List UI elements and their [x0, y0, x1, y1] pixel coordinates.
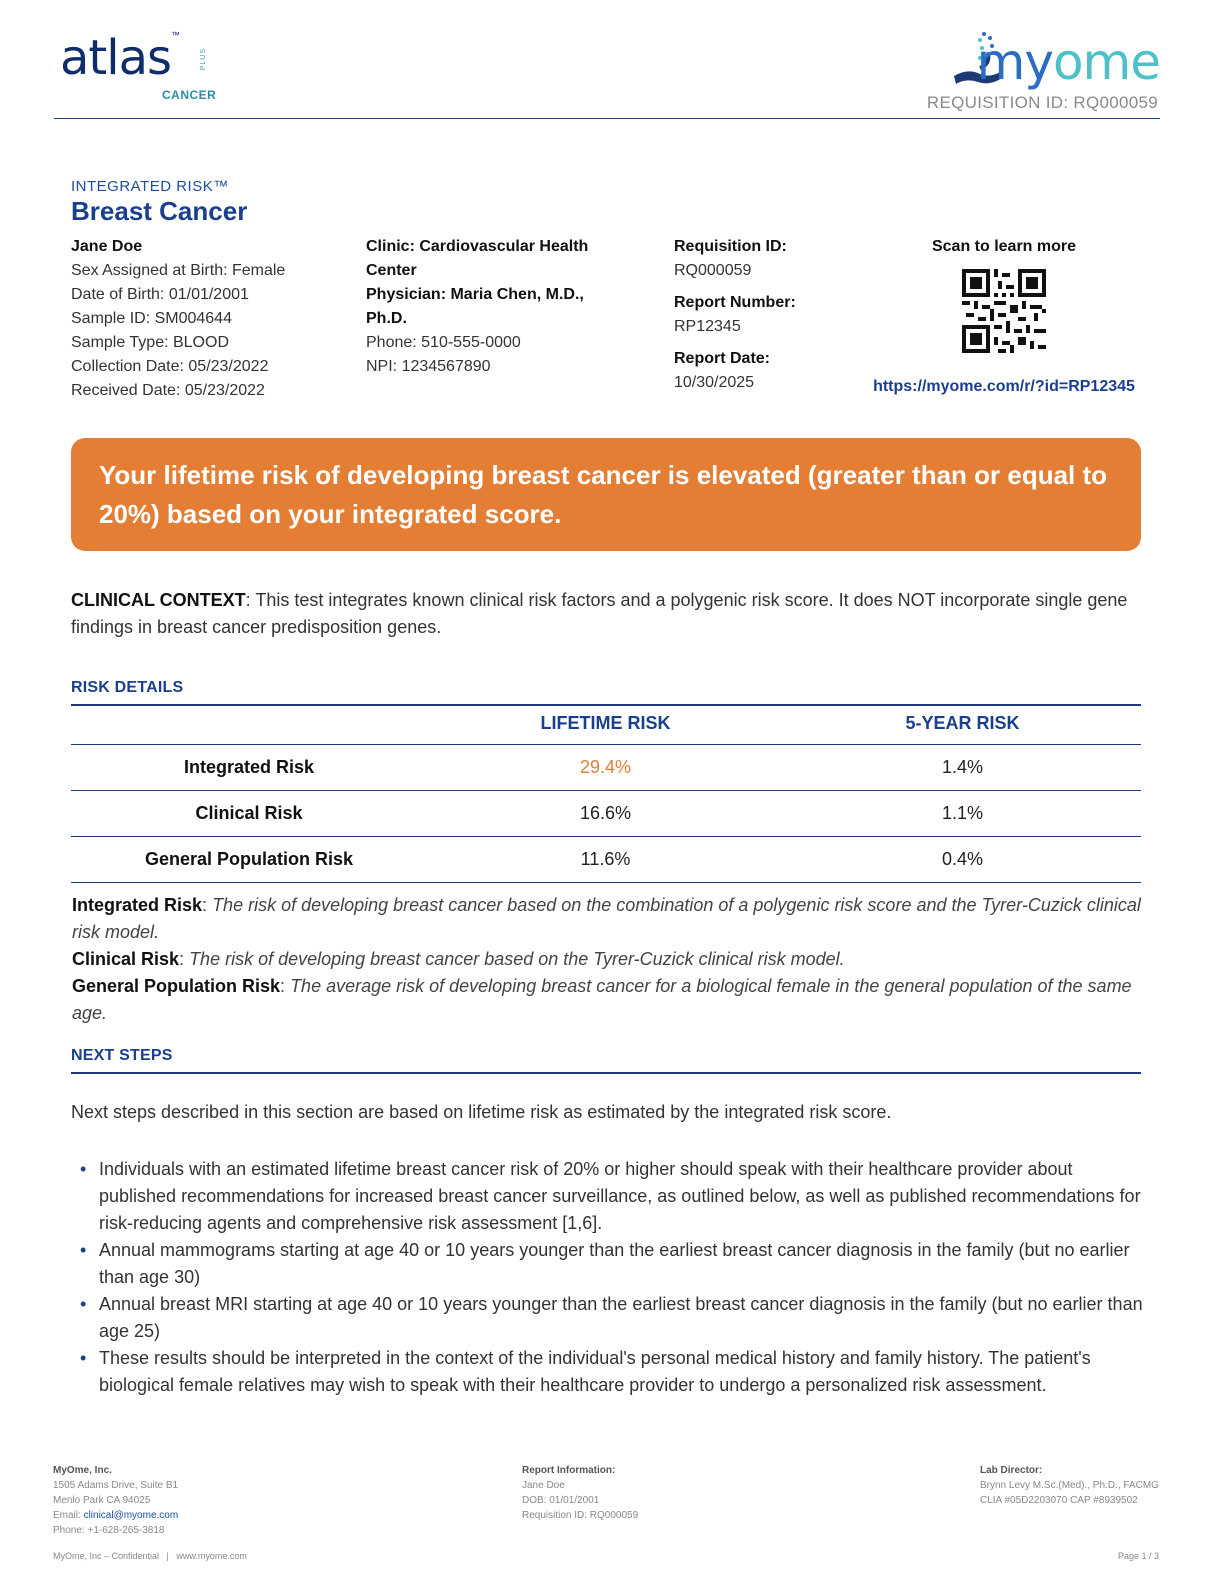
risk-details-heading: RISK DETAILS: [71, 679, 184, 696]
sample-type: Sample Type: BLOOD: [71, 334, 229, 351]
report-title: Breast Cancer: [71, 196, 248, 226]
risk-col-name: [71, 704, 427, 744]
header-requisition-id: REQUISITION ID: RQ000059: [926, 93, 1158, 112]
next-steps-rule: [71, 1072, 1141, 1074]
definition-text: The risk of developing breast cancer based on the combination of a polygenic risk score and the Tyrer-Cuzick clinical risk model.: [72, 895, 1141, 942]
definition-text: The average risk of developing breast cancer for a biological female in the general population of the same age.: [72, 976, 1132, 1023]
received-date: Received Date: 05/23/2022: [71, 382, 265, 399]
list-item: • These results should be interpreted in the context of the individual's personal medical history and family history. The patient's biological female relatives may wish to speak with their healthcare provider to undergo a personalized risk assessment.: [78, 1345, 1144, 1399]
qr-report-link[interactable]: https://myome.com/r/?id=RP12345: [873, 378, 1135, 395]
footer-patient-name: Jane Doe: [522, 1480, 565, 1491]
clinical-context: [71, 587, 1141, 641]
footer-confidential: MyOme, Inc – Confidential | www.myome.com: [53, 1551, 247, 1561]
myome-word-my: my: [976, 33, 1053, 91]
list-item: • Individuals with an estimated lifetime breast cancer risk of 20% or higher should speak with their healthcare provider about published recommendations for increased breast cancer surveillance, as outlined below, as well as published recommendations for risk-reducing agents and comprehensive risk assessment [1,6].: [78, 1156, 1144, 1237]
physician-name: Physician: Maria Chen, M.D., Ph.D.: [366, 286, 584, 327]
definition-item: Integrated Risk: The risk of developing breast cancer based on the combination of a polygenic risk score and the Tyrer-Cuzick clinical risk model.: [72, 895, 1141, 942]
risk-col-5yr: 5-YEAR RISK: [784, 704, 1141, 744]
risk-table-header: [71, 704, 1141, 744]
row-name: General Population Risk: [71, 836, 427, 882]
report-date-value: 10/30/2025: [674, 374, 755, 391]
next-steps-intro: Next steps described in this section are based on lifetime risk as estimated by the integrated risk score.: [71, 1102, 892, 1122]
footer-address-2: Menlo Park CA 94025: [53, 1495, 151, 1506]
definition-item: General Population Risk: The average risk of developing breast cancer for a biological female in the general population of the same age.: [72, 976, 1132, 1023]
footer-requisition: Requisition ID: RQ000059: [522, 1510, 639, 1521]
requisition-value: RQ000059: [674, 262, 752, 279]
clinic-name: Clinic: Cardiovascular Health Center: [366, 238, 589, 279]
qr-code-icon[interactable]: [962, 269, 1046, 353]
footer-company-name: MyOme, Inc.: [53, 1465, 112, 1476]
footer-lab-director: [980, 1463, 1159, 1508]
atlas-cancer-logo: [60, 30, 220, 106]
clinic-phone: Phone: 510-555-0000: [366, 334, 521, 351]
definition-term: Integrated Risk: [72, 895, 203, 915]
patient-name: Jane Doe: [71, 238, 143, 255]
report-date-label: Report Date:: [674, 350, 771, 367]
row-5yr: 1.4%: [784, 744, 1141, 790]
definition-term: Clinical Risk: [72, 949, 180, 969]
footer-address-1: 1505 Adams Drive, Suite B1: [53, 1480, 179, 1491]
footer-director-label: Lab Director:: [980, 1465, 1043, 1476]
clinical-context-label: CLINICAL CONTEXT: [71, 590, 246, 610]
row-5yr: 0.4%: [784, 836, 1141, 882]
footer-email-label: Email:: [53, 1510, 84, 1521]
risk-result-banner: Your lifetime risk of developing breast cancer is elevated (greater than or equal to 20%) based on your integrated score.: [71, 438, 1141, 551]
atlas-trademark: ™: [171, 30, 180, 40]
row-lifetime: 11.6%: [427, 836, 784, 882]
myome-wordmark: [977, 32, 1160, 92]
report-number-value: RP12345: [674, 318, 741, 335]
footer-report-info: [522, 1463, 638, 1523]
collection-date: Collection Date: 05/23/2022: [71, 358, 269, 375]
definition-term: General Population Risk: [72, 976, 281, 996]
row-name: Clinical Risk: [71, 790, 427, 836]
footer-director-name: Brynn Levy M.Sc.(Med)., Ph.D., FACMG: [980, 1480, 1159, 1491]
report-kicker: INTEGRATED RISK™: [71, 178, 229, 195]
atlas-cancer-label: CANCER: [162, 88, 217, 102]
patient-dob: Date of Birth: 01/01/2001: [71, 286, 249, 303]
risk-col-lifetime: LIFETIME RISK: [427, 704, 784, 744]
footer-report-info-label: Report Information:: [522, 1465, 616, 1476]
qr-block: [866, 235, 1142, 399]
table-row: [71, 744, 1141, 790]
patient-info: [71, 235, 351, 403]
footer-phone: Phone: +1-628-265-3818: [53, 1525, 165, 1536]
atlas-logo-wordmark: atlas: [60, 30, 171, 86]
row-lifetime: 16.6%: [427, 790, 784, 836]
risk-table: [71, 704, 1141, 883]
next-steps-list: [78, 1156, 1144, 1399]
footer-clia: CLIA #05D2203070 CAP #8939502: [980, 1495, 1138, 1506]
list-item: • Annual breast MRI starting at age 40 or 10 years younger than the earliest breast cancer diagnosis in the family (but no earlier than age 25): [78, 1291, 1144, 1345]
page-number: Page 1 / 3: [1117, 1551, 1159, 1561]
risk-definitions: [72, 892, 1144, 1027]
table-row: [71, 836, 1141, 882]
list-item: • Annual mammograms starting at age 40 or 10 years younger than the earliest breast cancer diagnosis in the family (but no earlier than age 30): [78, 1237, 1144, 1291]
clinic-npi: NPI: 1234567890: [366, 358, 491, 375]
clinic-info: [366, 235, 626, 379]
definition-item: Clinical Risk: The risk of developing breast cancer based on the Tyrer-Cuzick clinical risk model.: [72, 949, 845, 969]
row-name: Integrated Risk: [71, 744, 427, 790]
definition-text: The risk of developing breast cancer based on the Tyrer-Cuzick clinical risk model.: [189, 949, 845, 969]
sample-id: Sample ID: SM004644: [71, 310, 232, 327]
header-divider: [54, 118, 1160, 119]
clinical-context-text: : This test integrates known clinical risk factors and a polygenic risk score. It does NOT incorporate single gene findings in breast cancer predisposition genes.: [71, 590, 1128, 637]
requisition-label: Requisition ID:: [674, 238, 787, 255]
patient-sex: Sex Assigned at Birth: Female: [71, 262, 286, 279]
row-lifetime: 29.4%: [427, 744, 784, 790]
table-row: [71, 790, 1141, 836]
report-ids: [674, 235, 874, 395]
next-steps-heading: NEXT STEPS: [71, 1047, 173, 1064]
row-5yr: 1.1%: [784, 790, 1141, 836]
footer-patient-dob: DOB: 01/01/2001: [522, 1495, 600, 1506]
footer-email-link[interactable]: clinical@myome.com: [83, 1510, 179, 1521]
myome-word-ome: ome: [1052, 33, 1160, 91]
report-number-label: Report Number:: [674, 294, 796, 311]
footer-company: [53, 1463, 178, 1538]
atlas-plus-label: PLUS: [200, 48, 207, 71]
qr-heading: Scan to learn more: [931, 238, 1077, 255]
footer-email-line: [53, 1508, 178, 1523]
myome-logo: [930, 28, 1160, 92]
